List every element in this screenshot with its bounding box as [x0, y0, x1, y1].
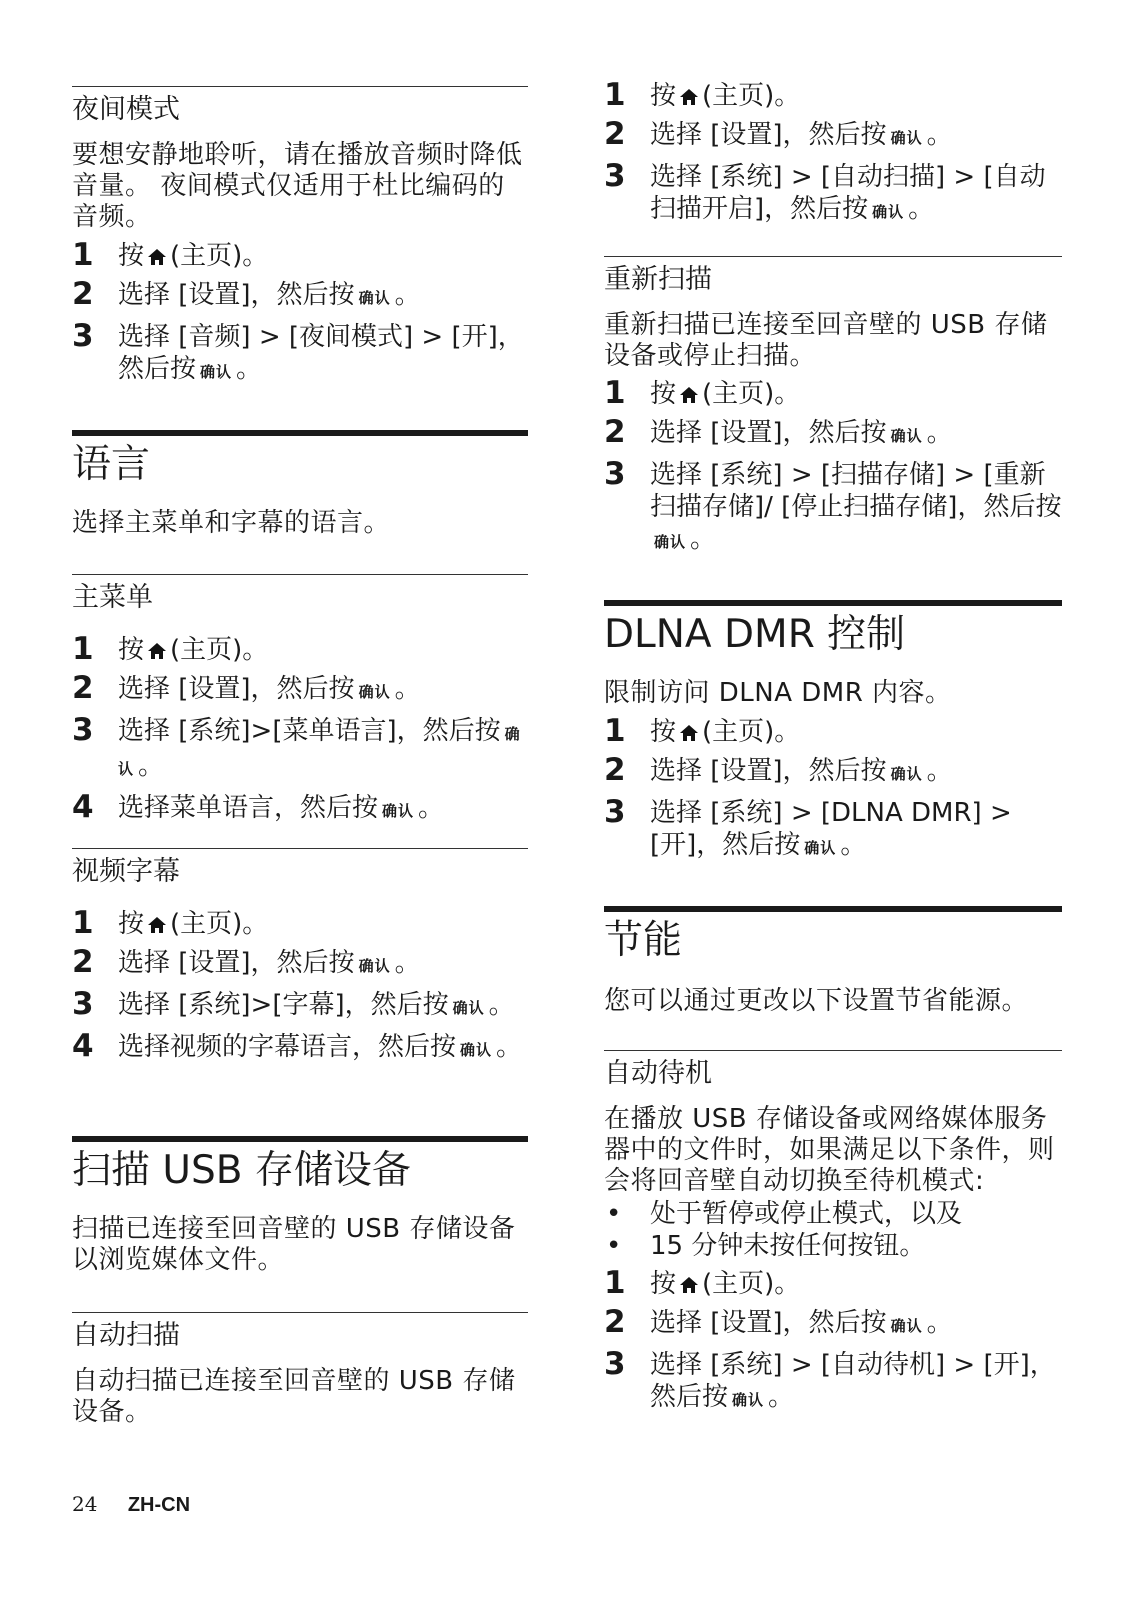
ok-key-label: 确认: [654, 533, 687, 551]
ok-key-label: 确认: [382, 802, 415, 820]
ok-key-label: 确认: [358, 957, 391, 975]
heading-auto-scan: 自动扫描: [72, 1312, 528, 1351]
heading-auto-standby: 自动待机: [604, 1050, 1062, 1089]
night-mode-steps: [72, 237, 528, 395]
heading-energy-saving: 节能: [604, 906, 1062, 964]
heading-dlna-dmr: DLNA DMR 控制: [604, 600, 1062, 658]
step: 1 按 (主页)。: [604, 375, 801, 411]
step: 1 按 (主页)。: [72, 237, 269, 273]
heading-rescan: 重新扫描: [604, 256, 1062, 295]
ok-key-label: 确认: [452, 999, 485, 1017]
step: 2 选择 [设置]，然后按 确认 。: [72, 276, 421, 312]
step: 1 按 (主页)。: [72, 905, 269, 941]
heading-night-mode: 夜间模式: [72, 86, 528, 125]
ok-key-label: 确认: [460, 1041, 493, 1059]
rescan-description: 重新扫描已连接至回音壁的 USB 存储设备或停止扫描。: [604, 310, 1048, 371]
language-code: ZH-CN: [127, 1494, 191, 1516]
ok-key-label: 确认: [200, 363, 233, 381]
auto-standby-description: 在播放 USB 存储设备或网络媒体服务器中的文件时，如果满足以下条件，则会将回音壁自动切换至待机模式:: [604, 1104, 1055, 1196]
step: 3 选择 [系统] > [DLNA DMR] > [开]，然后按 确认 。: [604, 794, 1012, 860]
step: 3 选择 [系统] > [扫描存储] > [重新扫描存储]/ [停止扫描存储]，然后按确认 。: [604, 456, 1062, 554]
page-footer: [72, 1492, 190, 1517]
home-icon: [147, 242, 167, 260]
page-number: 24: [72, 1492, 98, 1516]
ok-key-label: 确认: [118, 725, 521, 778]
scan-usb-description: 扫描已连接至回音壁的 USB 存储设备以浏览媒体文件。: [72, 1214, 516, 1275]
home-icon: [679, 82, 699, 100]
dlna-steps: [604, 713, 1062, 871]
step: 3 选择 [系统]>[菜单语言]，然后按 确认 。: [72, 712, 521, 781]
dlna-description: 限制访问 DLNA DMR 内容。: [604, 678, 952, 708]
main-menu-steps: [72, 631, 528, 834]
step: 3 选择 [系统] > [自动待机] > [开]，然后按 确认 。: [604, 1346, 1056, 1412]
step: 1 按 (主页)。: [604, 713, 801, 749]
home-icon: [679, 380, 699, 398]
energy-description: 您可以通过更改以下设置节省能源。: [604, 986, 1029, 1016]
auto-scan-steps: [604, 77, 1062, 235]
step: 1 按 (主页)。: [604, 1265, 801, 1301]
step: 4 选择菜单语言，然后按 确认 。: [72, 789, 445, 825]
ok-key-label: 确认: [890, 1317, 923, 1335]
heading-scan-usb: 扫描 USB 存储设备: [72, 1136, 528, 1194]
step: 2 选择 [设置]，然后按 确认 。: [604, 752, 953, 788]
step: 2 选择 [设置]，然后按 确认 。: [72, 670, 421, 706]
heading-language: 语言: [72, 430, 528, 488]
auto-scan-description: 自动扫描已连接至回音壁的 USB 存储设备。: [72, 1366, 516, 1427]
ok-key-label: 确认: [890, 765, 923, 783]
home-icon: [679, 718, 699, 736]
step: 1 按 (主页)。: [72, 631, 269, 667]
auto-standby-conditions: [604, 1198, 1062, 1262]
ok-key-label: 确认: [872, 203, 905, 221]
step: 3 选择 [系统] > [自动扫描] > [自动扫描开启]，然后按 确认 。: [604, 158, 1046, 224]
home-icon: [147, 910, 167, 928]
auto-standby-steps: [604, 1265, 1062, 1423]
step: 2 选择 [设置]，然后按 确认 。: [604, 1304, 953, 1340]
heading-main-menu: 主菜单: [72, 574, 528, 613]
home-icon: [147, 636, 167, 654]
step: 2 选择 [设置]，然后按 确认 。: [604, 116, 953, 152]
ok-key-label: 确认: [732, 1391, 765, 1409]
video-subtitle-steps: [72, 905, 528, 1073]
ok-key-label: 确认: [358, 683, 391, 701]
heading-video-subtitle: 视频字幕: [72, 848, 528, 887]
step: 3 选择 [系统]>[字幕]，然后按 确认 。: [72, 986, 515, 1022]
step: 4 选择视频的字幕语言，然后按 确认 。: [72, 1028, 523, 1064]
home-icon: [679, 1270, 699, 1288]
ok-key-label: 确认: [890, 427, 923, 445]
step: 2 选择 [设置]，然后按 确认 。: [72, 944, 421, 980]
step: 1 按 (主页)。: [604, 77, 801, 113]
step: 3 选择 [音频] > [夜间模式] > [开]，然后按 确认 。: [72, 318, 524, 384]
ok-key-label: 确认: [358, 289, 391, 307]
list-item: • 15 分钟未按任何按钮。: [606, 1231, 926, 1261]
rescan-steps: [604, 375, 1062, 565]
night-mode-description: 要想安静地聆听，请在播放音频时降低音量。 夜间模式仅适用于杜比编码的音频。: [72, 140, 523, 232]
list-item: • 处于暂停或停止模式，以及: [606, 1199, 963, 1229]
language-description: 选择主菜单和字幕的语言。: [72, 508, 391, 538]
ok-key-label: 确认: [890, 129, 923, 147]
ok-key-label: 确认: [804, 839, 837, 857]
step: 2 选择 [设置]，然后按 确认 。: [604, 414, 953, 450]
